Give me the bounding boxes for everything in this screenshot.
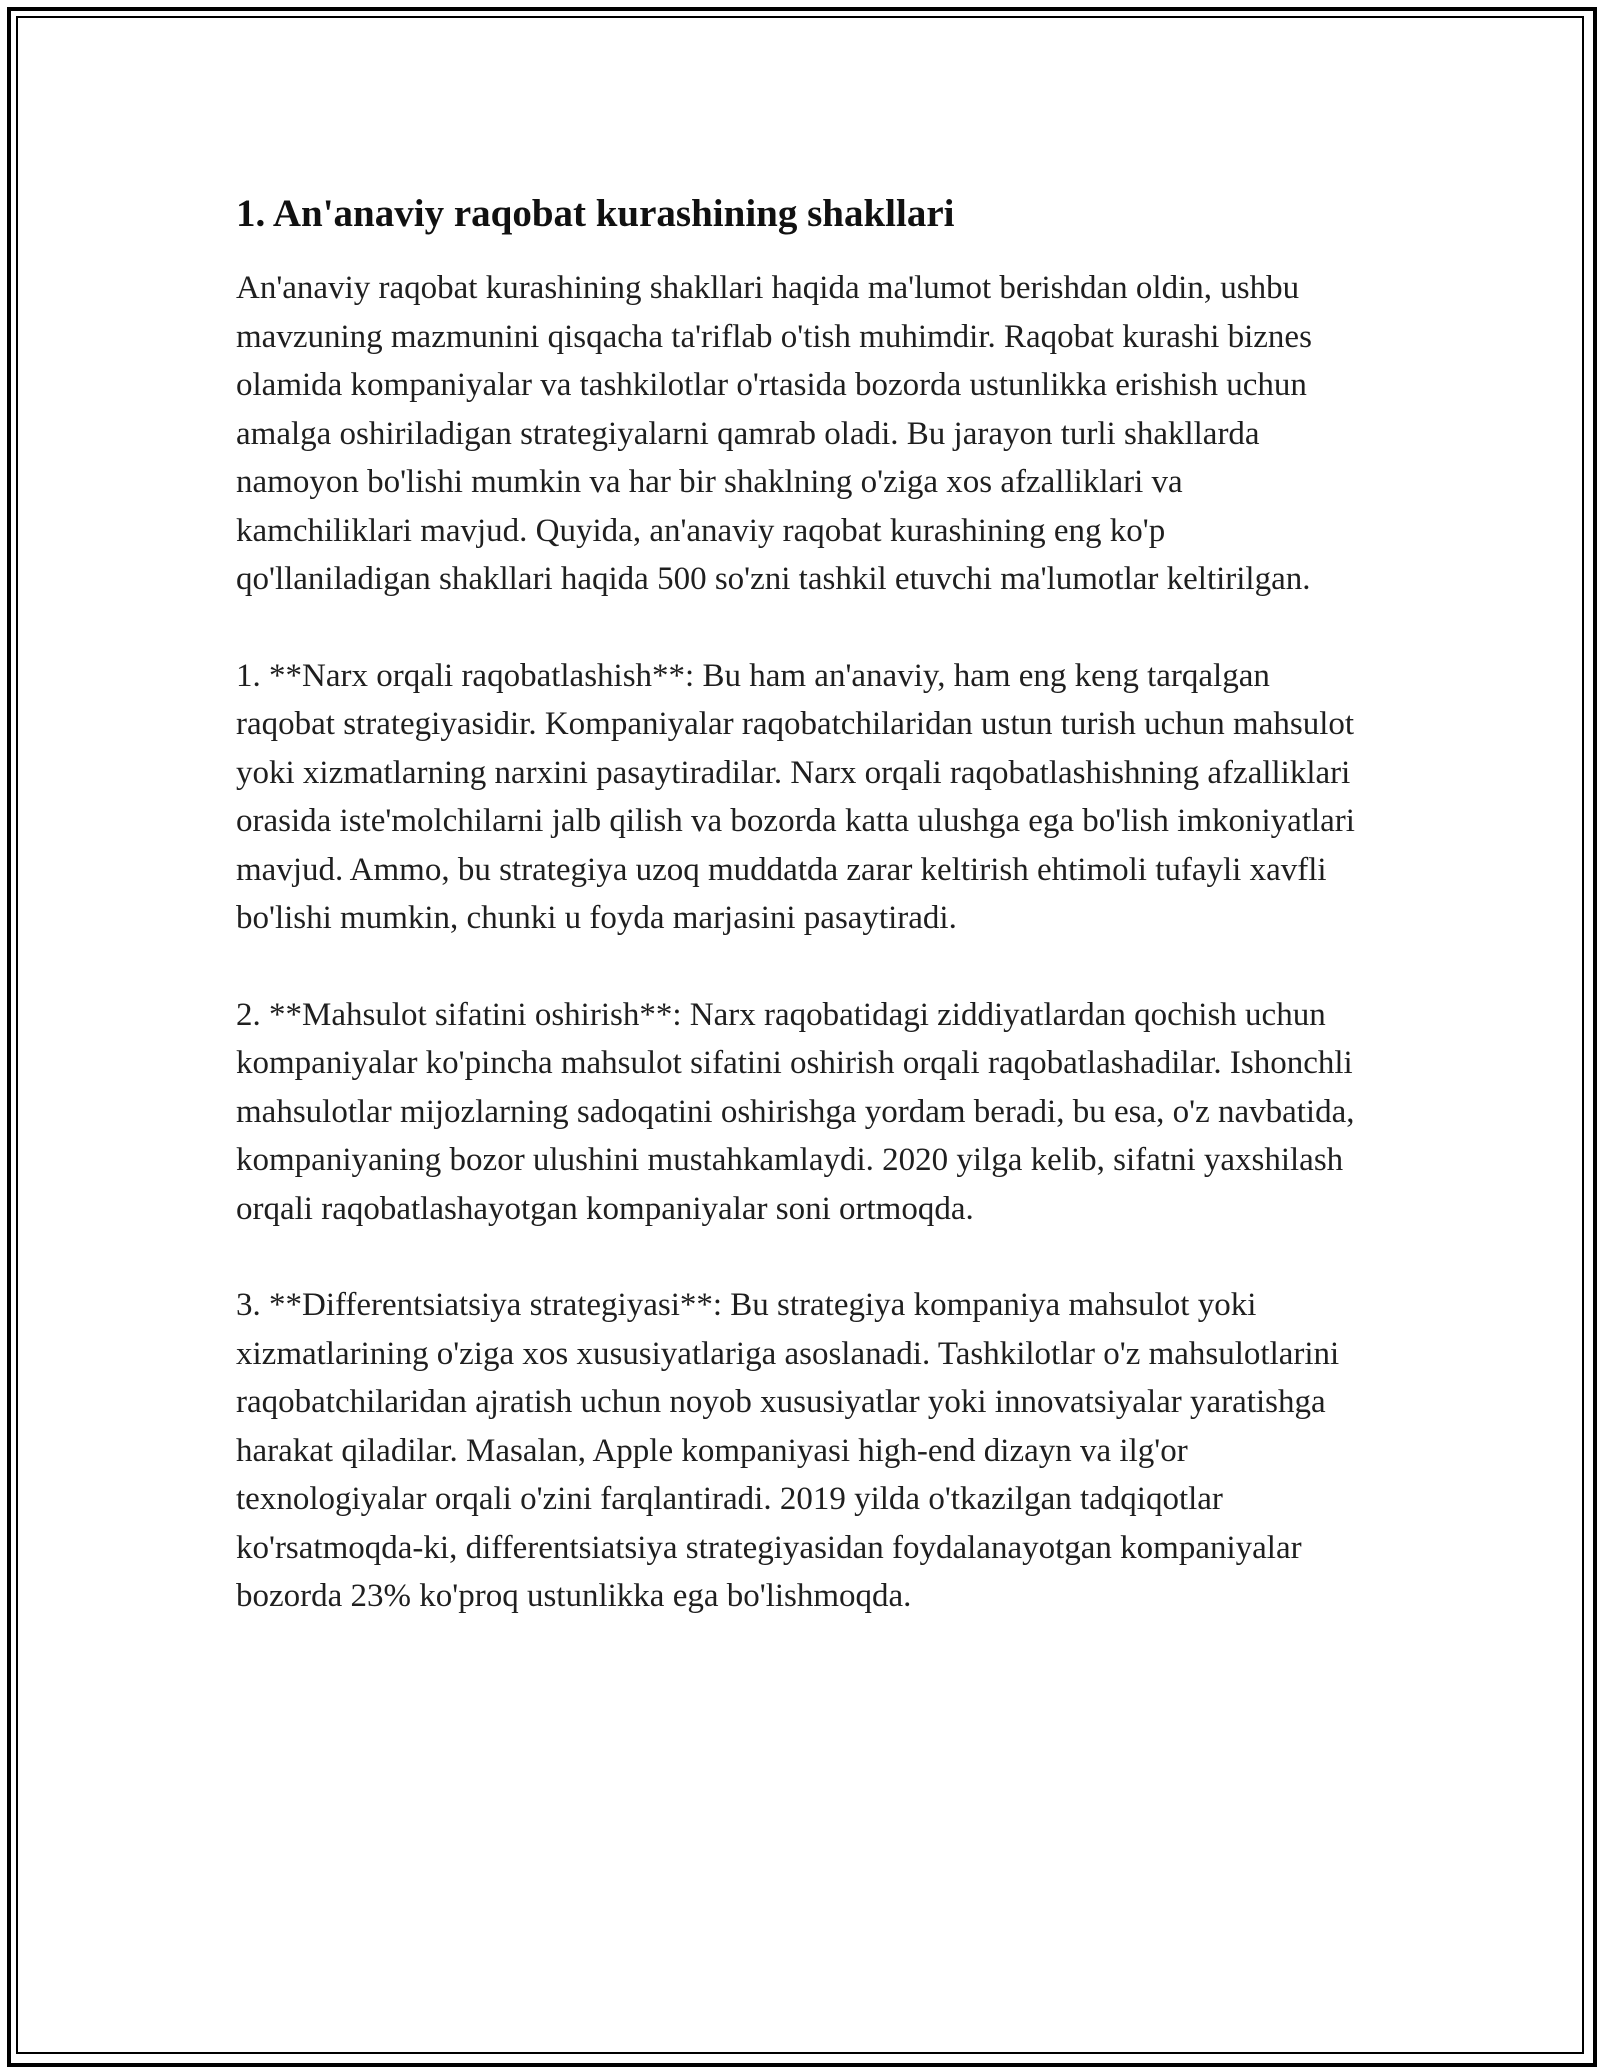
section-heading: 1. An'anaviy raqobat kurashining shakllari [236, 192, 955, 235]
document-body [236, 186, 1366, 1669]
paragraph-product-quality: 2. **Mahsulot sifatini oshirish**: Narx raqobatidagi ziddiyatlardan qochish uchun kompaniyalar ko'pincha mahsulot sifatini oshirish orqali raqobatlashadilar. Ishonchli mahsulotlar mijozlarning sadoqatini oshirishga yordam beradi, bu esa, o'z navbatida, kompaniyaning bozor ulushini mustahkamlaydi. 2020 yilga kelib, sifatni yaxshilash orqali raqobatlashayotgan kompaniyalar soni ortmoqda. [236, 996, 1355, 1227]
paragraph-price-competition: 1. **Narx orqali raqobatlashish**: Bu ham an'anaviy, ham eng keng tarqalgan raqobat strategiyasidir. Kompaniyalar raqobatchilaridan ustun turish uchun mahsulot yoki xizmatlarning narxini pasaytiradilar. Narx orqali raqobatlashishning afzalliklari orasida iste'molchilarni jalb qilish va bozorda katta ulushga ega bo'lish imkoniyatlari mavjud. Ammo, bu strategiya uzoq muddatda zarar keltirish ehtimoli tufayli xavfli bo'lishi mumkin, chunki u foyda marjasini pasaytiradi. [236, 657, 1355, 936]
paragraph-differentiation: 3. **Differentsiatsiya strategiyasi**: Bu strategiya kompaniya mahsulot yoki xizmatlarining o'ziga xos xususiyatlariga asoslanadi. Tashkilotlar o'z mahsulotlarini raqobatchilaridan ajratish uchun noyob xususiyatlar yoki innovatsiyalar yaratishga harakat qiladilar. Masalan, Apple kompaniyasi high-end dizayn va ilg'or texnologiyalar orqali o'zini farqlantiradi. 2019 yilda o'tkazilgan tadqiqotlar ko'rsatmoqda-ki, differentsiatsiya strategiyasidan foydalanayotgan kompaniyalar bozorda 23% ko'proq ustunlikka ega bo'lishmoqda. [236, 1287, 1340, 1614]
paragraph-intro: An'anaviy raqobat kurashining shakllari haqida ma'lumot berishdan oldin, ushbu mavzuning mazmunini qisqacha ta'riflab o'tish muhimdir. Raqobat kurashi biznes olamida kompaniyalar va tashkilotlar o'rtasida bozorda ustunlikka erishish uchun amalga oshiriladigan strategiyalarni qamrab oladi. Bu jarayon turli shakllarda namoyon bo'lishi mumkin va har bir shaklning o'ziga xos afzalliklari va kamchiliklari mavjud. Quyida, an'anaviy raqobat kurashining eng ko'p qo'llaniladigan shakllari haqida 500 so'zni tashkil etuvchi ma'lumotlar keltirilgan. [236, 270, 1312, 597]
